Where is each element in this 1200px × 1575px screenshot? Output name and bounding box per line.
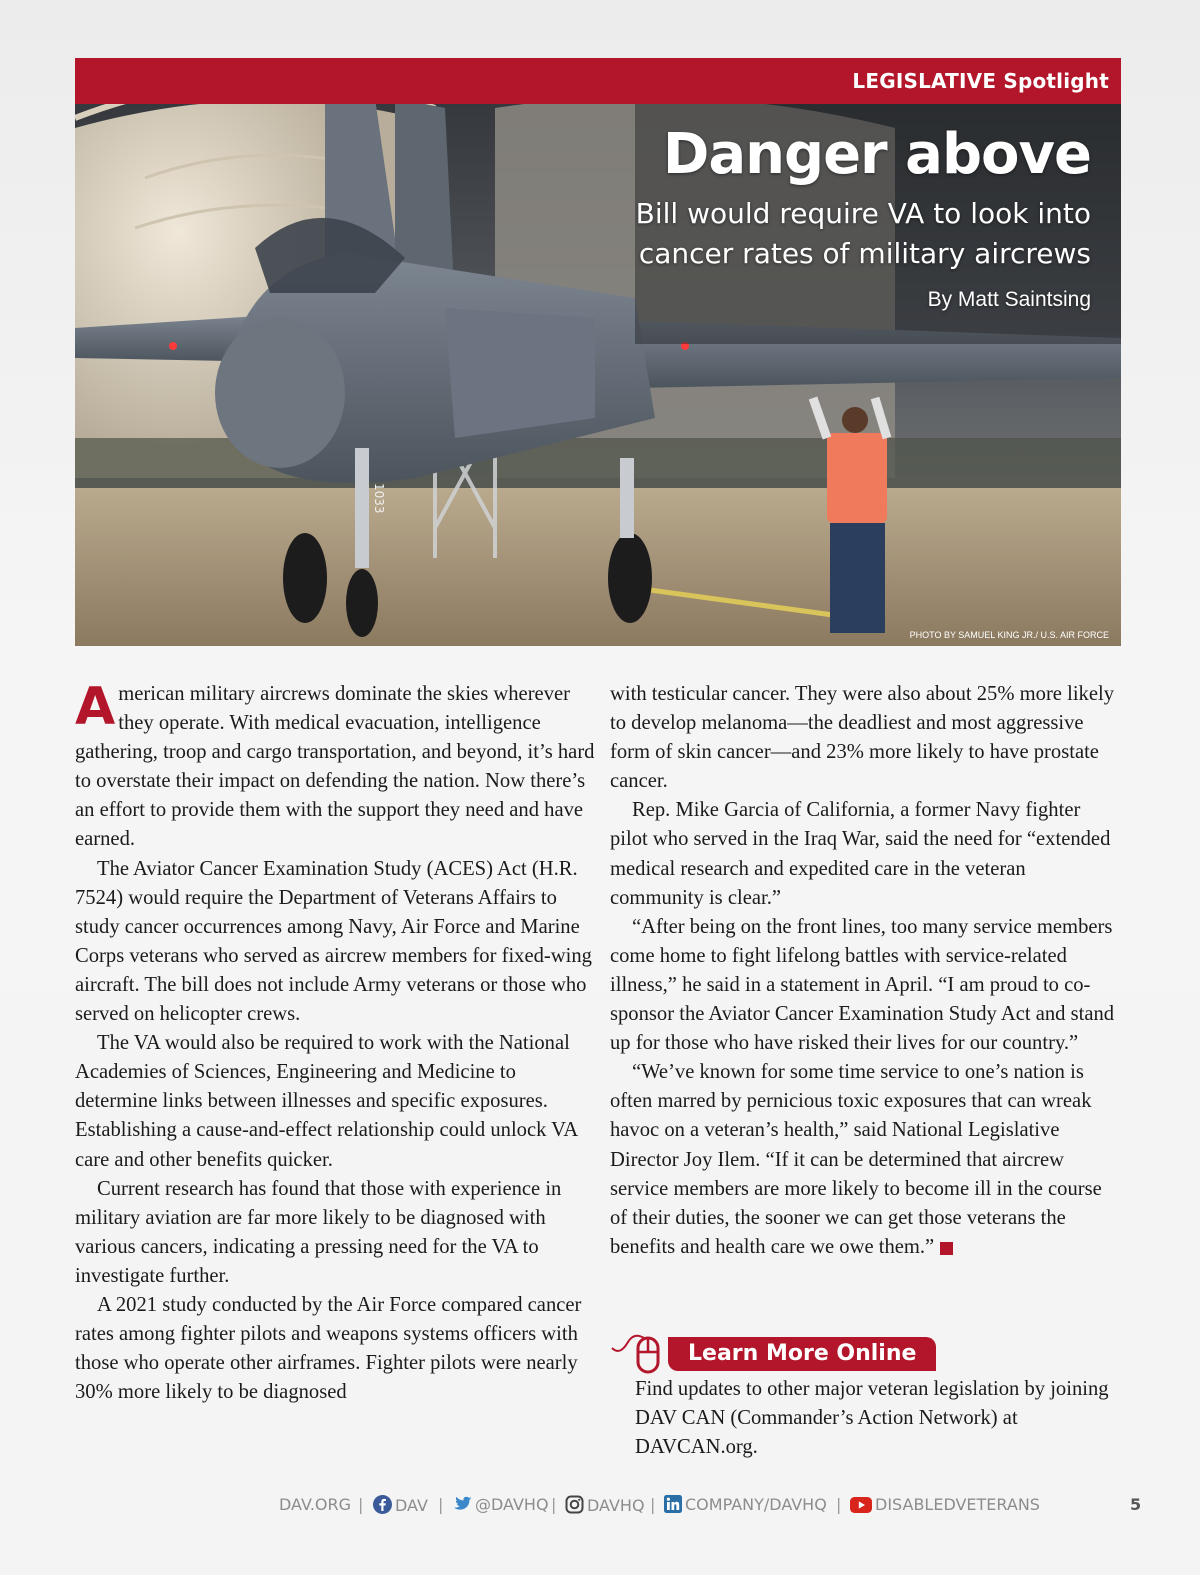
headline-block (636, 120, 1091, 312)
article-paragraph: “After being on the front lines, too many service members come home to fight lifelong battles with service-related illness,” he said in a statement in April. “I am proud to co-sponsor the Aviator Cancer Examination Study Act and stand up for those who have risked their lives for our country.” (610, 915, 1115, 1055)
youtube-icon (850, 1497, 872, 1513)
tail-number-text: 1033 (372, 483, 386, 514)
subheadline-line-2: cancer rates of military aircrews (638, 237, 1091, 270)
article-paragraph-continued: with testicular cancer. They were also about 25% more likely to develop melanoma—the deadliest and most aggressive form of skin cancer—and 23% more likely to have prostate cancer. (610, 683, 1114, 793)
instagram-handle: DAVHQ (587, 1496, 645, 1515)
paragraph-text: merican military aircrews dominate the skies wherever they operate. With medical evacuation, intelligence gathering, troop and cargo transportation, and beyond, it’s hard to overstate their impact on defending the nation. Now there’s an effort to provide them with the support they need and have earned. (75, 683, 595, 851)
section-label: LEGISLATIVE Spotlight (852, 69, 1109, 93)
footer-separator: | (438, 1495, 444, 1514)
computer-mouse-icon (610, 1326, 670, 1376)
footer-site-link[interactable]: DAV.ORG (279, 1495, 352, 1514)
footer-linkedin-link[interactable] (664, 1495, 827, 1514)
youtube-handle: DISABLEDVETERANS (875, 1495, 1040, 1514)
footer-separator: | (650, 1495, 656, 1514)
end-mark-icon (940, 1242, 953, 1255)
learn-more-badge[interactable]: Learn More Online (668, 1337, 936, 1371)
article-paragraph: Current research has found that those with experience in military aviation are far more likely to be diagnosed with various cancers, indicating a pressing need for the VA to investigate further. (75, 1177, 562, 1287)
article-paragraph: A 2021 study conducted by the Air Force compared cancer rates among fighter pilots and weapons systems officers with those who operate other airframes. Fighter pilots were nearly 30% more likely to be diagnosed (75, 1293, 582, 1404)
footer-separator: | (358, 1495, 364, 1514)
article-column-left (75, 677, 595, 1407)
article-paragraph (610, 1058, 1120, 1262)
article-paragraph: The Aviator Cancer Examination Study (ACES) Act (H.R. 7524) would require the Department of Veterans Affairs to study cancer occurrences among Navy, Air Force and Marine Corps veterans who served as aircrew members for fixed-wing aircraft. The bill does not include Army veterans or those who served on helicopter crews. (75, 857, 592, 1026)
paragraph-text: “We’ve known for some time service to one’s nation is often marred by pernicious toxic exposures that can wreak havoc on a veteran’s health,” said National Legislative Director Joy Ilem. “If it can be determined that aircrew service members are more likely to become ill in the course of their duties, the sooner we can get those veterans the benefits and health care we owe them.” (610, 1061, 1102, 1258)
page-footer (0, 1495, 1200, 1519)
linkedin-icon (664, 1495, 682, 1513)
drop-cap: A (75, 677, 116, 737)
twitter-icon (452, 1496, 472, 1513)
footer-youtube-link[interactable] (850, 1495, 1040, 1514)
page-number: 5 (1130, 1495, 1142, 1514)
headline: Danger above (662, 122, 1091, 187)
footer-separator: | (551, 1495, 557, 1514)
article-paragraph (75, 677, 595, 855)
linkedin-handle: COMPANY/DAVHQ (685, 1495, 827, 1514)
learn-more-box (610, 1326, 1120, 1476)
footer-twitter-link[interactable] (452, 1495, 549, 1514)
byline: By Matt Saintsing (927, 288, 1091, 311)
footer-instagram-link[interactable] (565, 1495, 645, 1515)
facebook-icon (373, 1495, 392, 1514)
subheadline-line-1: Bill would require VA to look into (635, 197, 1091, 230)
subheadline (636, 194, 1091, 274)
article-paragraph: The VA would also be required to work with the National Academies of Sciences, Engineering and Medicine to determine links between illnesses and specific exposures. Establishing a cause-and-effect relationship could unlock VA care and other benefits quicker. (75, 1032, 578, 1171)
twitter-handle: @DAVHQ (475, 1495, 549, 1514)
hero-photo (75, 58, 1121, 646)
article-paragraph: Rep. Mike Garcia of California, a former Navy fighter pilot who served in the Iraq War, said the need for “extended medical research and expedited care in the veteran community is clear.” (610, 799, 1111, 909)
facebook-handle: DAV (395, 1496, 428, 1515)
footer-separator: | (836, 1495, 842, 1514)
photo-credit: PHOTO BY SAMUEL KING JR./ U.S. AIR FORCE (909, 630, 1109, 640)
instagram-icon (565, 1495, 584, 1514)
article-column-right (610, 680, 1120, 1262)
learn-more-text: Find updates to other major veteran legislation by joining DAV CAN (Commander’s Action Network) at DAVCAN.org. (635, 1378, 1109, 1458)
section-banner (75, 58, 1121, 104)
footer-facebook-link[interactable] (373, 1495, 428, 1515)
